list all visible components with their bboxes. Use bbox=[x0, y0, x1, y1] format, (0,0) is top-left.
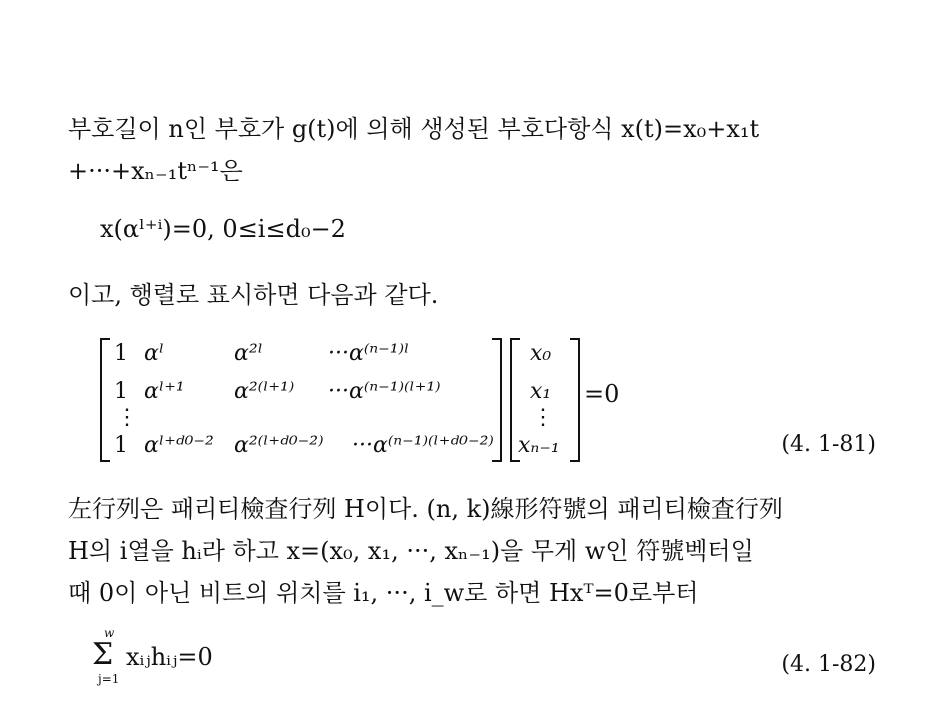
matrix-vdots: ⋮ bbox=[116, 405, 138, 430]
vector-cell: x₁ bbox=[530, 379, 552, 404]
matrix-cell: ···α⁽ⁿ⁻¹⁾⁽ˡ⁺¹⁾ bbox=[328, 379, 441, 404]
matrix-cell: α²⁽ˡ⁺¹⁾ bbox=[234, 379, 295, 404]
matrix-cell: ···α⁽ⁿ⁻¹⁾ˡ bbox=[328, 341, 410, 366]
matrix-equation bbox=[100, 338, 660, 462]
matrix-cell: α²ˡ bbox=[234, 341, 264, 366]
paragraph-3-line-3: 때 0이 아닌 비트의 위치를 i₁, ···, i_w로 하면 Hxᵀ=0로부터 bbox=[68, 579, 699, 607]
equation-1: x(αˡ⁺ⁱ)=0, 0≤i≤d₀−2 bbox=[100, 215, 346, 243]
matrix-cell: α²⁽ˡ⁺ᵈ⁰⁻²⁾ bbox=[234, 433, 324, 458]
sum-body: xᵢⱼhᵢⱼ=0 bbox=[126, 643, 213, 671]
matrix-rhs: =0 bbox=[584, 380, 620, 408]
paragraph-3-line-1: 左行列은 패리티檢査行列 H이다. (n, k)線形符號의 패리티檢査行列 bbox=[68, 495, 783, 523]
matrix-cell: 1 bbox=[114, 341, 128, 366]
matrix-cell: αˡ bbox=[144, 341, 165, 366]
vector-cell: xₙ₋₁ bbox=[518, 433, 560, 458]
sum-upper-limit: w bbox=[104, 626, 115, 640]
equation-number-81: (4. 1-81) bbox=[781, 432, 876, 457]
matrix-left-bracket bbox=[100, 338, 110, 462]
matrix-cell: 1 bbox=[114, 379, 128, 404]
paragraph-3-line-2: H의 i열을 hᵢ라 하고 x=(x₀, x₁, ···, xₙ₋₁)을 무게 w인 符號벡터일 bbox=[68, 537, 754, 565]
paragraph-1-line-1: 부호길이 n인 부호가 g(t)에 의해 생성된 부호다항식 x(t)=x₀+x₁t bbox=[68, 115, 760, 143]
sum-lower-limit: j=1 bbox=[98, 672, 120, 686]
matrix-cell: ···α⁽ⁿ⁻¹⁾⁽ˡ⁺ᵈ⁰⁻²⁾ bbox=[352, 433, 494, 458]
matrix-cell: αˡ⁺ᵈ⁰⁻² bbox=[144, 433, 214, 458]
sigma-symbol: Σ bbox=[92, 637, 114, 672]
matrix-cell: αˡ⁺¹ bbox=[144, 379, 185, 404]
matrix-right-bracket bbox=[492, 338, 502, 462]
paragraph-1-line-2: +···+xₙ₋₁tⁿ⁻¹은 bbox=[68, 157, 243, 185]
equation-number-82: (4. 1-82) bbox=[781, 652, 876, 677]
vector-right-bracket bbox=[570, 338, 580, 462]
vector-cell: x₀ bbox=[530, 341, 552, 366]
sentence-2: 이고, 행렬로 표시하면 다음과 같다. bbox=[68, 281, 439, 309]
matrix-cell: 1 bbox=[114, 433, 128, 458]
vector-vdots: ⋮ bbox=[532, 405, 554, 430]
